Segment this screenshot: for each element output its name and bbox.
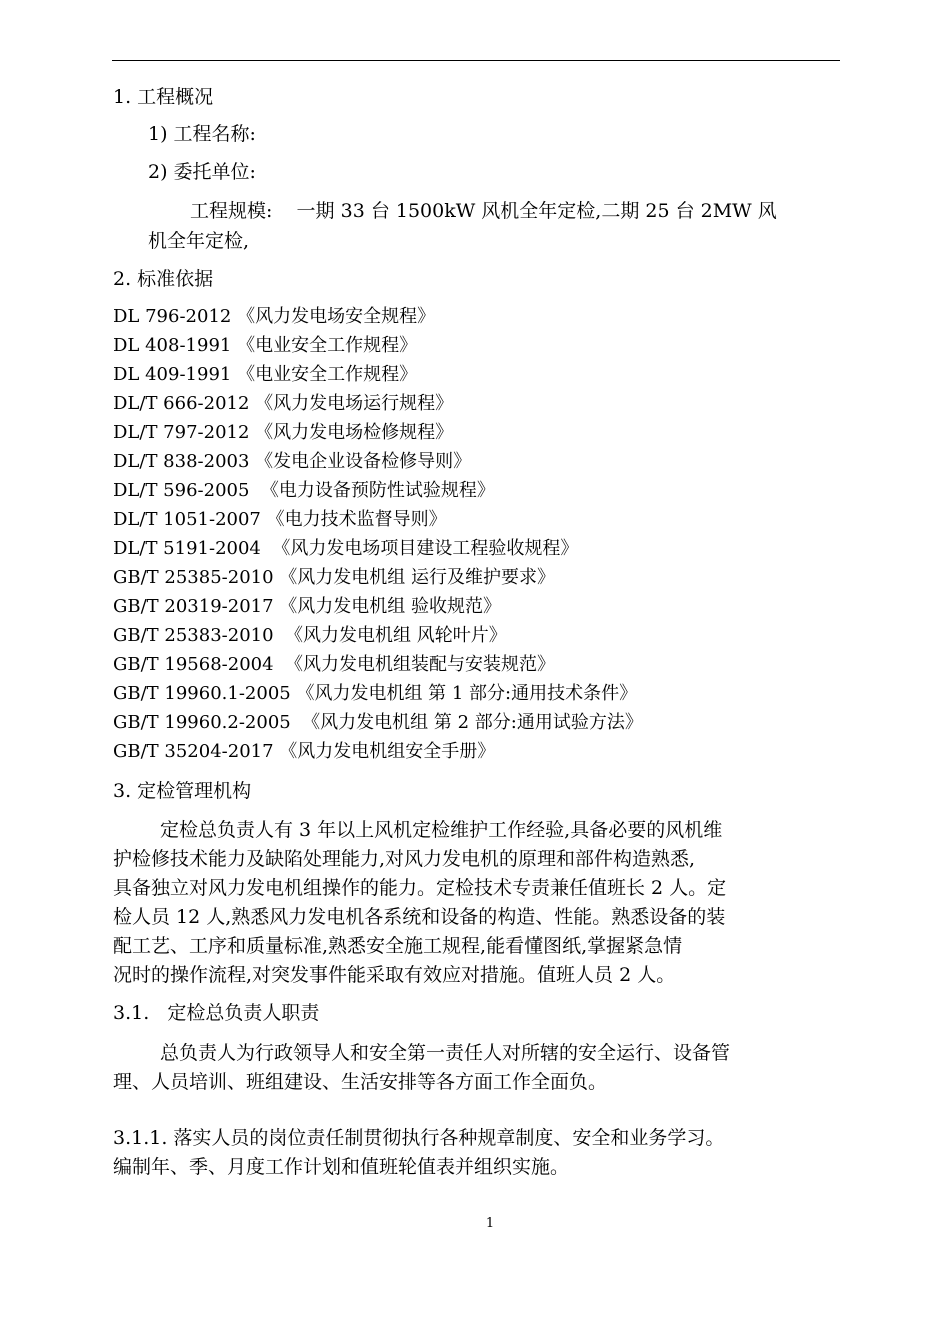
- standard-item: DL/T 666-2012 《风力发电场运行规程》: [113, 393, 454, 414]
- section-3-1-title: 3.1. 定检总负责人职责: [113, 1002, 320, 1024]
- section-3-title: 3. 定检管理机构: [113, 780, 252, 802]
- standard-item: DL/T 596-2005 《电力设备预防性试验规程》: [113, 480, 495, 501]
- org-paragraph-line: 定检总负责人有 3 年以上风机定检维护工作经验,具备必要的风机维: [160, 819, 723, 841]
- org-paragraph-line: 护检修技术能力及缺陷处理能力,对风力发电机的原理和部件构造熟悉,: [113, 848, 696, 870]
- section-1-title: 1. 工程概况: [113, 86, 214, 108]
- org-paragraph-line: 况时的操作流程,对突发事件能采取有效应对措施。值班人员 2 人。: [113, 964, 676, 986]
- org-paragraph-line: 配工艺、工序和质量标准,熟悉安全施工规程,能看懂图纸,掌握紧急情: [113, 935, 683, 957]
- standard-item: DL/T 838-2003 《发电企业设备检修导则》: [113, 451, 472, 472]
- project-name-label: 1) 工程名称:: [148, 123, 256, 145]
- standard-item: DL 409-1991 《电业安全工作规程》: [113, 364, 418, 385]
- standard-item: GB/T 25383-2010 《风力发电机组 风轮叶片》: [113, 625, 507, 646]
- standard-item: GB/T 19568-2004 《风力发电机组装配与安装规范》: [113, 654, 555, 675]
- header-rule: [112, 60, 840, 61]
- standard-item: GB/T 19960.1-2005 《风力发电机组 第 1 部分:通用技术条件》: [113, 683, 638, 704]
- standard-item: GB/T 19960.2-2005 《风力发电机组 第 2 部分:通用试验方法》: [113, 712, 643, 733]
- standard-item: DL/T 1051-2007 《电力技术监督导则》: [113, 509, 447, 530]
- standard-item: DL/T 797-2012 《风力发电场检修规程》: [113, 422, 454, 443]
- standard-item: GB/T 35204-2017 《风力发电机组安全手册》: [113, 741, 496, 762]
- section-2-title: 2. 标准依据: [113, 268, 214, 290]
- org-paragraph-line: 检人员 12 人,熟悉风力发电机各系统和设备的构造、性能。熟悉设备的装: [113, 906, 726, 928]
- duty-paragraph-line: 总负责人为行政领导人和安全第一责任人对所辖的安全运行、设备管: [160, 1042, 731, 1064]
- clause-3-1-1-line: 编制年、季、月度工作计划和值班轮值表并组织实施。: [113, 1156, 570, 1178]
- standard-item: DL 796-2012 《风力发电场安全规程》: [113, 306, 436, 327]
- page-number: 1: [485, 1216, 495, 1231]
- org-paragraph-line: 具备独立对风力发电机组操作的能力。定检技术专责兼任值班长 2 人。定: [113, 877, 727, 899]
- project-scale-line-2: 机全年定检,: [148, 230, 250, 252]
- duty-paragraph-line: 理、人员培训、班组建设、生活安排等各方面工作全面负。: [113, 1071, 608, 1093]
- standard-item: DL 408-1991 《电业安全工作规程》: [113, 335, 418, 356]
- client-label: 2) 委托单位:: [148, 161, 256, 183]
- standard-item: GB/T 20319-2017 《风力发电机组 验收规范》: [113, 596, 501, 617]
- clause-3-1-1-line: 3.1.1. 落实人员的岗位责任制贯彻执行各种规章制度、安全和业务学习。: [113, 1127, 725, 1149]
- standard-item: GB/T 25385-2010 《风力发电机组 运行及维护要求》: [113, 567, 555, 588]
- standard-item: DL/T 5191-2004 《风力发电场项目建设工程验收规程》: [113, 538, 579, 559]
- project-scale-line-1: 工程规模: 一期 33 台 1500kW 风机全年定检,二期 25 台 2MW 风: [190, 200, 777, 222]
